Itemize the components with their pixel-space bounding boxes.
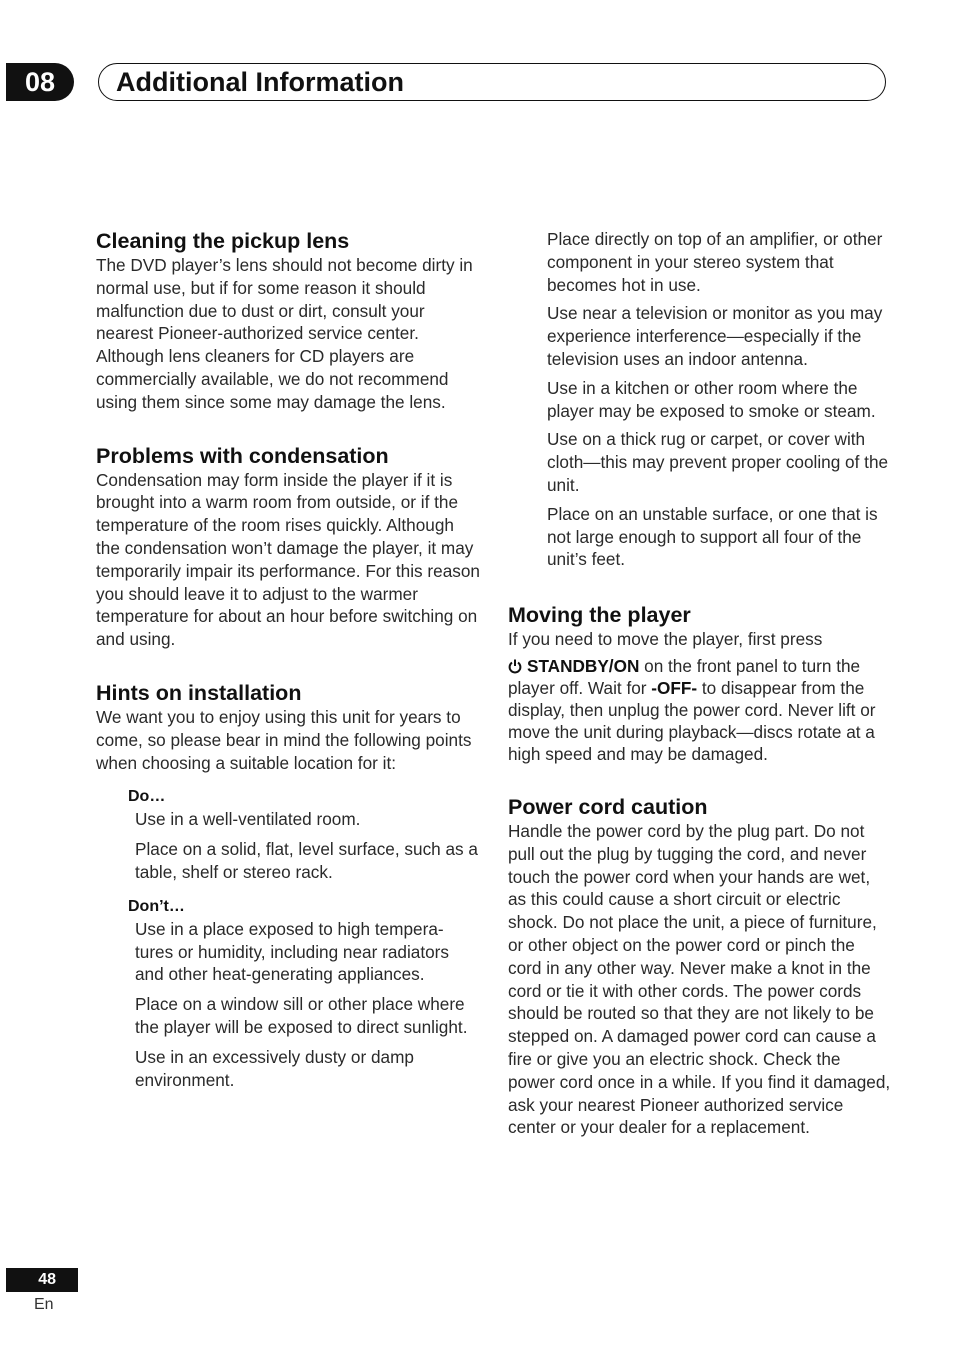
- heading-condensation: Problems with condensation: [96, 443, 389, 468]
- do-item: Use in a well-ventilated room.: [135, 809, 361, 830]
- language-label: En: [34, 1296, 54, 1313]
- section-cleaning: [96, 228, 480, 414]
- dont-item: Use on a thick rug or carpet, or cover with cloth—this may prevent proper cooling of the unit.: [547, 429, 889, 495]
- chapter-number-tab: 08: [6, 63, 74, 101]
- text-installation: We want you to enjoy using this unit for years to come, so please bear in mind the following points when choosing a suitable location for it:: [96, 706, 472, 773]
- off-label: -OFF-: [651, 677, 698, 698]
- dont-label: Don’t…: [128, 897, 185, 915]
- dont-item: Use in an excessively dusty or damp environment.: [135, 1046, 414, 1090]
- standby-on-label: STANDBY/ON: [527, 655, 640, 676]
- right-column: [508, 228, 892, 1139]
- text-moving-line1: If you need to move the player, first press: [508, 629, 823, 650]
- text-moving: [508, 655, 892, 765]
- do-label: Do…: [128, 788, 166, 806]
- dont-item: Place on an unstable surface, or one that is not large enough to support all four of the unit’s feet.: [547, 503, 878, 570]
- heading-cleaning: Cleaning the pickup lens: [96, 229, 350, 253]
- chapter-title: Additional Information: [116, 67, 404, 97]
- power-standby-icon: [508, 659, 522, 674]
- heading-power-cord: Power cord caution: [508, 794, 708, 819]
- dont-list-continued: [508, 228, 892, 571]
- dont-item: Use in a place exposed to high tempera-tures or humidity, including near radiators and other heat-generating appliances.: [135, 918, 449, 985]
- page-number: 48: [6, 1268, 78, 1292]
- do-item: Place on a solid, flat, level surface, such as a table, shelf or stereo rack.: [135, 839, 478, 882]
- dont-item: Place directly on top of an amplifier, or other component in your stereo system that becomes hot in use.: [547, 229, 883, 295]
- left-column: [96, 228, 480, 1098]
- text-moving-part2: on the front panel to turn the player off. Wait for: [508, 655, 861, 698]
- section-installation: [96, 680, 480, 1091]
- chapter-title-bar: [98, 63, 886, 101]
- section-power-cord: [508, 794, 892, 1139]
- section-moving: [508, 602, 892, 765]
- dont-item: Place on a window sill or other place where the player will be exposed to direct sunlight.: [135, 994, 468, 1037]
- heading-installation: Hints on installation: [96, 680, 302, 705]
- section-condensation: [96, 443, 480, 651]
- dont-item: Use in a kitchen or other room where the player may be exposed to smoke or steam.: [547, 377, 876, 421]
- text-condensation: Condensation may form inside the player if it is brought into a warm room from outside, or if the temperature of the room rises quickly. Although the condensation won’t damage the player, it may temporarily impair its performance. For this reason you should leave it to adjust to the warmer temperature for about an hour before switching on and using.: [96, 469, 480, 650]
- text-moving-part3: to disappear from the display, then unplug the power cord. Never lift or move the unit during playback—discs rotate at a high speed and may be damaged.: [508, 677, 876, 764]
- text-power-cord: Handle the power cord by the plug part. Do not pull out the plug by tugging the cord, and never touch the power cord when your hands are wet, as this could cause a short circuit or electric shock. Do not place the unit, a piece of furniture, or other object on the power cord or pinch the cord in any other way. Never make a knot in the cord or tie it with other cords. The power cords should be routed so that they are not likely to be stepped on. A damaged power cord can cause a fire or give you an electric shock. Check the power cord once in a while. If you find it damaged, ask your nearest Pioneer authorized service center or your dealer for a replacement.: [508, 820, 891, 1138]
- text-cleaning: The DVD player’s lens should not become dirty in normal use, but if for some reason it should malfunction due to dust or dirt, consult your nearest Pioneer-authorized service center. Although lens cleaners for CD players are commercially available, we do not recommend using them since some may damage the lens.: [96, 255, 473, 412]
- dont-item: Use near a television or monitor as you may experience interference—especially if the television uses an indoor antenna.: [547, 303, 883, 369]
- heading-moving: Moving the player: [508, 603, 691, 628]
